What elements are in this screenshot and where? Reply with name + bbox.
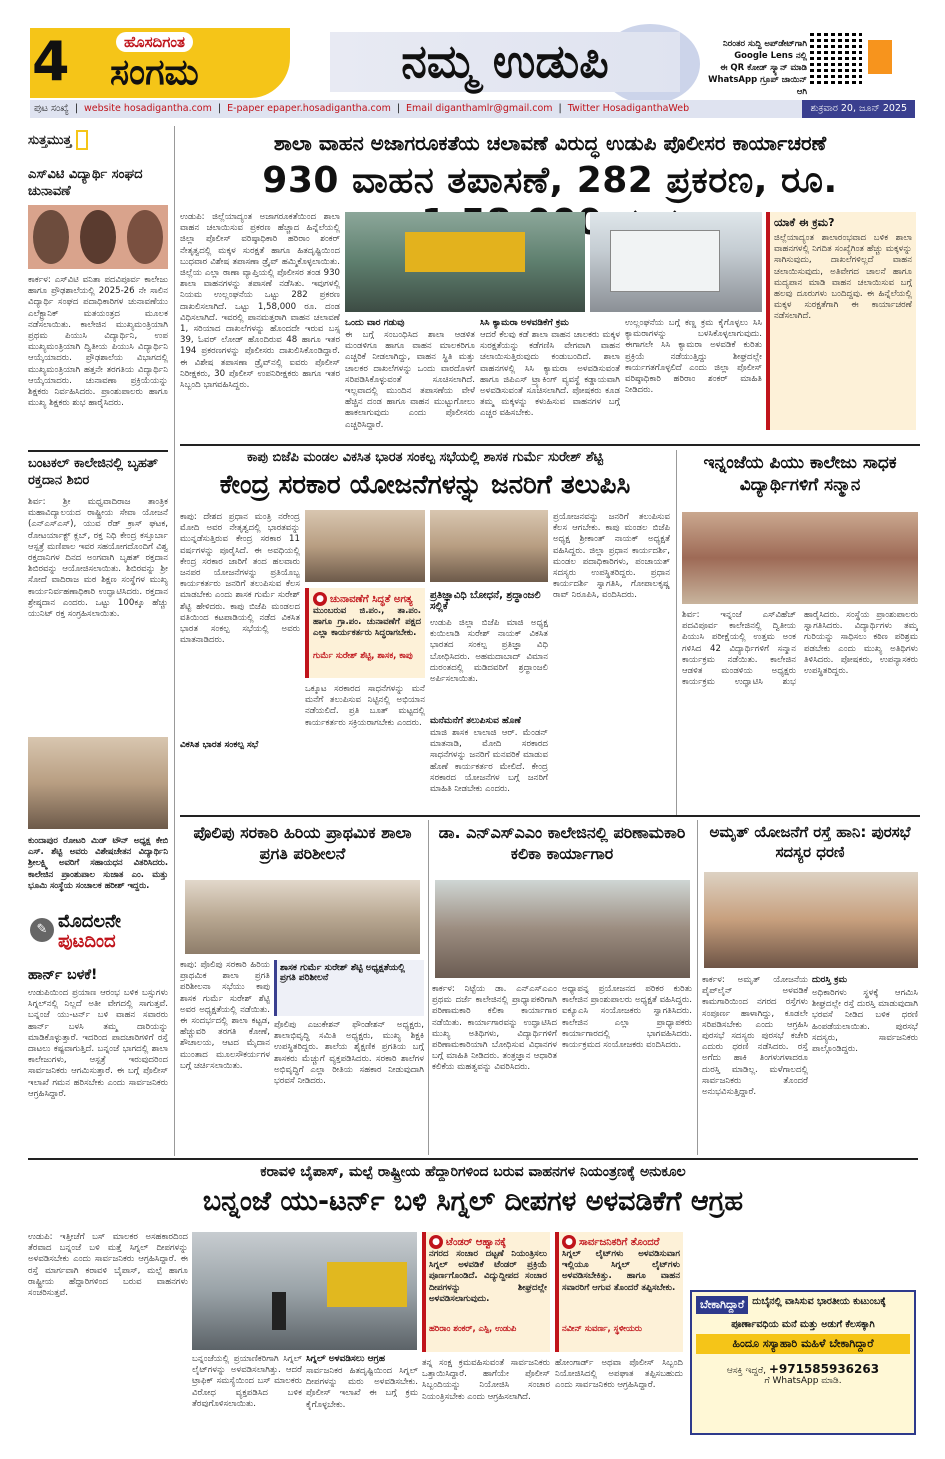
amrut-headline: ಅಮೃತ್ ಯೋಜನೆಗೆ ರಸ್ತೆ ಹಾನಿ: ಪುರಸಭೆ ಸದಸ್ಯರ ಧರಣಿ	[709, 823, 911, 861]
polipu-headline: ಪೊಲಿಪು ಸರಕಾರಿ ಹಿರಿಯ ಪ್ರಾಥಮಿಕ ಶಾಲಾ ಪ್ರಗತಿ ಪರಿಶೀಲನೆ	[193, 823, 412, 863]
lead-body: ಆದರೆ ಕೆಲವು ಕಡೆ ಶಾಲಾ ವಾಹನ ಚಾಲಕರು ಮಕ್ಕಳ ಸುರಕ್ಷತೆಯನ್ನು ಕಡೆಗಣಿಸಿ ವೇಗವಾಗಿ ವಾಹನ ಚಲಾಯಿಸುತ್ತಿರುವುದು ಕಂಡುಬಂದಿದೆ. ಶಾಲಾ ವಾಹನಗಳಲ್ಲಿ ಸಿಸಿ ಕ್ಯಾಮರಾ ಅಳವಡಿಸುವಂತೆ ಹಾಗೂ ಜಿಪಿಎಸ್ ಟ್ರ್ಯಾಕಿಂಗ್ ವ್ಯವಸ್ಥೆ ಕಡ್ಡಾಯವಾಗಿ ಅಳವಡಿಸುವಂತೆ ಸೂಚಿಸಲಾಗಿದೆ. ಪೋಷಕರು ಕೂಡ ತಮ್ಮ ಮಕ್ಕಳನ್ನು ಕಳುಹಿಸುವ ವಾಹನಗಳ ಬಗ್ಗೆ ಎಚ್ಚರ ವಹಿಸಬೇಕು.	[480, 330, 620, 419]
pin-icon: ●	[313, 592, 327, 606]
section-name: ಸಂಗಮ	[110, 52, 199, 93]
box-title	[562, 1235, 680, 1249]
police-inspection-photo	[345, 212, 585, 312]
column-rule	[676, 450, 677, 815]
photo-caption: ಕುಂದಾಪುರ ರೋಟರಿ ಮಿಡ್ ಟೌನ್ ಅಧ್ಯಕ್ಷ ಕೇಬಿ ಎಸ್. ಶೆಟ್ಟಿ ಅವರು ವಿಶೇಷಚೇತನ ವಿದ್ಯಾರ್ಥಿನಿ ಶ್ರೀಲಕ್ಷ್ಮಿ ಅವರಿಗೆ ಸಹಾಯಧನ ವಿತರಿಸಿದರು. ಕಾಲೇಜಿನ ಪ್ರಾಂಶುಪಾಲ ಸುಜಾತ ಎಂ. ಮತ್ತು ಭೂಮಿ ಸಂಸ್ಥೆಯ ಸಂಚಾಲಕ ಹರೀಶ್ ಇದ್ದರು.	[28, 835, 168, 890]
student-figure	[33, 210, 69, 264]
oath-body: ಉಡುಪಿ ಜಿಲ್ಲಾ ಬಿಜೆಪಿ ಮಾಜಿ ಅಧ್ಯಕ್ಷ ಕುಯಿಲಾಡಿ ಸುರೇಶ್ ನಾಯಕ್ ವಿಕಸಿತ ಭಾರತದ ಸಂಕಲ್ಪ ಪ್ರತಿಜ್ಞಾ ವಿಧಿ ಬೋಧಿಸಿದರು. ಅಹಮದಾಬಾದ್ ವಿಮಾನ ದುರಂತದಲ್ಲಿ ಮಡಿದವರಿಗೆ ಶ್ರದ್ಧಾಂಜಲಿ ಅರ್ಪಿಸಲಾಯಿತು.	[430, 618, 548, 685]
bannanje-body: ಸಾರ್ವಜನಿಕರ ಹಿತದೃಷ್ಟಿಯಿಂದ ಸಿಗ್ನಲ್ ದೀಪಗಳನ್ನು ಮರು ಅಳವಡಿಸಬೇಕು. ಪೊಲೀಸ್ ಇಲಾಖೆ ಈ ಬಗ್ಗೆ ಕ್ರಮ ಕೈಗೊಳ್ಳಬೇಕು.	[306, 1366, 418, 1410]
kapu-body: ಕಾಪು: ದೇಶದ ಪ್ರಧಾನ ಮಂತ್ರಿ ನರೇಂದ್ರ ಮೋದಿ ಅವರ ನೇತೃತ್ವದಲ್ಲಿ ಭಾರತವನ್ನು ಮುನ್ನಡೆಸುತ್ತಿರುವ ಕೇಂದ್ರ ಸರಕಾರ 11 ವರ್ಷಗಳನ್ನು ಪೂರೈಸಿದೆ. ಈ ಅವಧಿಯಲ್ಲಿ ಕೇಂದ್ರ ಸರಕಾರ ಜಾರಿಗೆ ತಂದ ಹಲವಾರು ಜನಪರ ಯೋಜನೆಗಳನ್ನು ಪ್ರತಿಯೊಬ್ಬ ಕಾರ್ಯಕರ್ತರು ಜನರಿಗೆ ತಲುಪಿಸುವ ಕೆಲಸ ಮಾಡಬೇಕು ಎಂದು ಶಾಸಕ ಗುರ್ಮೆ ಸುರೇಶ್ ಶೆಟ್ಟಿ ಹೇಳಿದರು. ಕಾಪು ಬಿಜೆಪಿ ಮಂಡಲದ ವತಿಯಿಂದ ಕಟಪಾಡಿಯಲ್ಲಿ ನಡೆದ ವಿಕಸಿತ ಭಾರತ ಸಂಕಲ್ಪ ಸಭೆಯಲ್ಲಿ ಅವರು ಮಾತನಾಡಿದರು.	[180, 512, 300, 646]
qr-code-overlay	[810, 32, 862, 84]
lead-body: ಉಲ್ಲಂಘನೆಯ ಬಗ್ಗೆ ಕಣ್ಣ ಕ್ರಮ ಕೈಗೊಳ್ಳಲು ಸಿಸಿ ಕ್ಯಾಮರಾಗಳನ್ನು ಬಳಸಿಕೊಳ್ಳಲಾಗುವುದು. ಈಗಾಗಲೇ ಸಿಸಿ ಕ್ಯಾಮರಾ ಅಳವಡಿಕೆ ಕುರಿತು ಪ್ರಕ್ರಿಯೆ ನಡೆಯುತ್ತಿದ್ದು ಶೀಘ್ರದಲ್ಲೇ ಕಾರ್ಯಗತಗೊಳ್ಳಲಿದೆ ಎಂದು ಜಿಲ್ಲಾ ಪೊಲೀಸ್ ವರಿಷ್ಠಾಧಿಕಾರಿ ಹರಿರಾಂ ಶಂಕರ್ ಮಾಹಿತಿ ನೀಡಿದರು.	[625, 318, 762, 396]
tender-box	[422, 1232, 550, 1352]
amrut-body: ಕಾರ್ಕಳ: ಅಮೃತ್ ಯೋಜನೆಯ ಪೈಪ್‌ಲೈನ್ ಅಳವಡಿಕೆ ಕಾಮಗಾರಿಯಿಂದ ನಗರದ ರಸ್ತೆಗಳು ಸಂಪೂರ್ಣ ಹಾಳಾಗಿದ್ದು, ಕೂಡಲೇ ಸರಿಪಡಿಸಬೇಕು ಎಂದು ಆಗ್ರಹಿಸಿ ಪುರಸಭೆ ಸದಸ್ಯರು ಪುರಸಭೆ ಕಚೇರಿ ಎದುರು ಧರಣಿ ನಡೆಸಿದರು. ರಸ್ತೆ ಅಗೆದು ಹಾಕಿ ತಿಂಗಳುಗಳಾದರೂ ದುರಸ್ತಿ ಮಾಡಿಲ್ಲ. ಮಳೆಗಾಲದಲ್ಲಿ ಸಾರ್ವಜನಿಕರು ತೊಂದರೆ ಅನುಭವಿಸುತ್ತಿದ್ದಾರೆ.	[702, 975, 808, 1098]
protest-photo	[704, 872, 918, 968]
website-link[interactable]: website hosadigantha.com	[84, 103, 212, 114]
quote-title-text: ಚುನಾವಣೆಗೆ ಸಿದ್ಧತೆ ಅಗತ್ಯ	[330, 594, 413, 605]
divider	[28, 1158, 918, 1160]
lead-body: ಈ ಬಗ್ಗೆ ಸಂಬಂಧಿಸಿದ ಶಾಲಾ ಆಡಳಿತ ಮಂಡಳಿಗೂ ಹಾಗೂ ವಾಹನ ಮಾಲಕರಿಗೂ ಎಚ್ಚರಿಕೆ ನೀಡಲಾಗಿದ್ದು, ವಾಹನ ಸ್ಥಿತಿ ಮತ್ತು ಚಾಲಕರ ದಾಖಲೆಗಳನ್ನು ಒಂದು ವಾರದೊಳಗೆ ಸರಿಪಡಿಸಿಕೊಳ್ಳುವಂತೆ ಸೂಚಿಸಲಾಗಿದೆ. ಇಲ್ಲವಾದಲ್ಲಿ ಮುಂದಿನ ತಪಾಸಣೆಯ ವೇಳೆ ಹೆಚ್ಚಿನ ದಂಡ ಹಾಗೂ ವಾಹನ ಮುಟ್ಟುಗೋಲು ಹಾಕಲಾಗುವುದು ಎಂದು ಪೊಲೀಸರು ಎಚ್ಚರಿಸಿದ್ದಾರೆ.	[345, 330, 475, 430]
bannanje-subhead: ಸಿಗ್ನಲ್ ಅಳವಡಿಸಲು ಆಗ್ರಹ	[306, 1354, 386, 1364]
kitchen-title: ಮನೆಮನೆಗೆ ತಲುಪಿಸುವ ಹೊಣೆ	[430, 716, 521, 726]
divider	[180, 815, 920, 817]
box-body: ಸಿಗ್ನಲ್ ಲೈಟ್‌ಗಳು ಅಳವಡಿಸುವಾಗ ಇಲ್ಲಿಯೂ ಸಿಗ್ನಲ್ ಲೈಟ್‌ಗಳು ಅಳವಡಿಸಬೇಕಿತ್ತು. ಹಾಗೂ ವಾಹನ ಸವಾರರಿಗೆ ಆಗುವ ತೊಂದರೆ ತಪ್ಪಿಸಬೇಕು.	[562, 1249, 680, 1293]
ad-contact-prefix: ಆಸಕ್ತಿ ಇದ್ದರೆ,	[726, 1366, 766, 1376]
story-title: ಬಂಟಕಲ್ ಕಾಲೇಜಿನಲ್ಲಿ ಬೃಹತ್ ರಕ್ತದಾನ ಶಿಬಿರ	[28, 456, 158, 488]
school-meeting-photo	[185, 880, 420, 954]
bannanje-headline: ಬನ್ನಂಜೆ ಯು-ಟರ್ನ್ ಬಳಿ ಸಿಗ್ನಲ್ ದೀಪಗಳ ಅಳವಡಿಕೆಗೆ ಆಗ್ರಹ	[202, 1186, 744, 1217]
box-title-text: ಸಾರ್ವಜನಿಕರಿಗೆ ತೊಂದರೆ	[579, 1237, 660, 1248]
bannanje-body: ಉಡುಪಿ: ಇತ್ತೀಚೆಗೆ ಬಸ್ ಮಾಲಕರ ಅಸಹಕಾರದಿಂದ ತೆರವಾದ ಬನ್ನಂಜೆ ಬಳಿ ಮತ್ತೆ ಸಿಗ್ನಲ್ ದೀಪಗಳನ್ನು ಅಳವಡಿಸಬೇಕು ಎಂದು ಸಾರ್ವಜನಿಕರು ಆಗ್ರಹಿಸಿದ್ದಾರೆ. ಈ ರಸ್ತೆ ಮಾರ್ಗವಾಗಿ ಕರಾವಳಿ ಬೈಪಾಸ್, ಮಲ್ಪೆ ಹಾಗೂ ರಾಷ್ಟ್ರೀಯ ಹೆದ್ದಾರಿಗಳಿಂದ ಬರುವ ವಾಹನಗಳು ಸಂಚರಿಸುತ್ತವೆ.	[28, 1232, 188, 1299]
quote-author: ಗುರ್ಮೆ ಸುರೇಶ್ ಶೆಟ್ಟಿ, ಶಾಸಕ, ಕಾಪು	[313, 650, 413, 660]
workshop-photo	[435, 880, 690, 978]
polipu-body: ಪೊಲಿಪು ಎಜುಕೇಶನ್ ಫೌಂಡೇಶನ್ ಅಧ್ಯಕ್ಷರು, ಶಾಲಾಭಿವೃದ್ಧಿ ಸಮಿತಿ ಅಧ್ಯಕ್ಷರು, ಮುಖ್ಯ ಶಿಕ್ಷಕಿ ಉಪಸ್ಥಿತರಿದ್ದರು. ಶಾಲೆಯ ಶೈಕ್ಷಣಿಕ ಪ್ರಗತಿಯ ಬಗ್ಗೆ ಶಾಸಕರು ಮೆಚ್ಚುಗೆ ವ್ಯಕ್ತಪಡಿಸಿದರು. ಸರಕಾರಿ ಶಾಲೆಗಳ ಅಭಿವೃದ್ಧಿಗೆ ಎಲ್ಲಾ ರೀತಿಯ ಸಹಕಾರ ನೀಡುವುದಾಗಿ ಭರವಸೆ ನೀಡಿದರು.	[274, 1020, 424, 1087]
column-rule	[428, 820, 429, 1155]
classified-ad[interactable]	[690, 1290, 916, 1435]
qr-line: WhatsApp ಗ್ರೂಪ್ ಜಾಯಿನ್ ಆಗಿ	[708, 75, 807, 97]
qr-line: ಈ QR ಕೋಡ್ ಸ್ಕ್ಯಾನ್ ಮಾಡಿ	[720, 63, 807, 73]
story-title: ಹಾರ್ನ್ ಬಳಕೆ!	[28, 967, 98, 983]
van-shape	[610, 230, 720, 292]
epaper-link[interactable]: E-paper epaper.hosadigantha.com	[227, 103, 391, 114]
lead-headline: 930 ವಾಹನ ತಪಾಸಣೆ, 282 ಪ್ರಕರಣ, ರೂ.	[262, 160, 838, 201]
section-logo-text: ಸುತ್ತಮುತ್ತ	[28, 132, 72, 148]
nmam-body: ಅಧ್ಯಾಪನ್ನ ಪ್ರಯೋಜನದ ಪರಿಕರ ಕುರಿತು ಕಾಲೇಜಿನ ಪ್ರಾಂಶುಪಾಲರು ಅಧ್ಯಕ್ಷತೆ ವಹಿಸಿದ್ದರು. ಐಕ್ಯೂಎಸಿ ಸಂಯೋಜಕರು ಸ್ವಾಗತಿಸಿದರು. ಕಾಲೇಜಿನ ಎಲ್ಲಾ ಪ್ರಾಧ್ಯಾಪಕರು ಕಾರ್ಯಾಗಾರದಲ್ಲಿ ಭಾಗವಹಿಸಿದರು. ಕಾರ್ಯಕ್ರಮದ ಸಂಯೋಜಕರು ವಂದಿಸಿದರು.	[562, 984, 692, 1051]
school-bus-shape	[405, 232, 525, 272]
story-body: ಶಿರ್ವ: ಶ್ರೀ ಮಧ್ವವಾದಿರಾಜ ತಾಂತ್ರಿಕ ಮಹಾವಿದ್ಯಾಲಯದ ರಾಷ್ಟ್ರೀಯ ಸೇವಾ ಯೋಜನೆ (ಎನ್‌ಎಸ್‌ಎಸ್), ಯುವ ರೆಡ್ ಕ್ರಾಸ್ ಘಟಕ, ರೋಟರ್ಯಾಕ್ಟ್ ಕ್ಲಬ್, ರಕ್ತ ನಿಧಿ ಕೇಂದ್ರ ಕಸ್ತೂರ್ಬಾ ಆಸ್ಪತ್ರೆ ಮಣಿಪಾಲ ಇವರ ಸಹಯೋಗದೊಂದಿಗೆ ವಿಶ್ವ ರಕ್ತದಾನಿಗಳ ದಿನದ ಅಂಗವಾಗಿ ಬೃಹತ್ ರಕ್ತದಾನ ಶಿಬಿರವನ್ನು ಆಯೋಜಿಸಲಾಯಿತು. ಶಿಬಿರವನ್ನು ಶ್ರೀ ಸೋದೆ ವಾದಿರಾಜ ಮಠ ಶಿಕ್ಷಣ ಸಂಸ್ಥೆಗಳ ಮುಖ್ಯ ಕಾರ್ಯನಿರ್ವಹಣಾಧಿಕಾರಿ ಉದ್ಘಾಟಿಸಿದರು. ರಕ್ತದಾನ ಶ್ರೇಷ್ಠದಾನ ಎಂದರು. ಒಟ್ಟು 100ಕ್ಕೂ ಹೆಚ್ಚು ಯುನಿಟ್ ರಕ್ತ ಸಂಗ್ರಹಿಸಲಾಯಿತು.	[28, 497, 168, 620]
divider	[180, 444, 920, 446]
nmam-headline: ಡಾ. ಎನ್‌ಎಸ್‌ಎಎಂ ಕಾಲೇಜಿನಲ್ಲಿ ಪರಿಣಾಮಕಾರಿ ಕಲಿಕಾ ಕಾರ್ಯಾಗಾರ	[438, 823, 686, 863]
amrut-body: ಅಧಿಕಾರಿಗಳು ಸ್ಥಳಕ್ಕೆ ಆಗಮಿಸಿ ಶೀಘ್ರದಲ್ಲೇ ರಸ್ತೆ ದುರಸ್ತಿ ಮಾಡುವುದಾಗಿ ಭರವಸೆ ನೀಡಿದ ಬಳಿಕ ಧರಣಿ ಹಿಂಪಡೆಯಲಾಯಿತು. ಪುರಸಭೆ ಸದಸ್ಯರು, ಸಾರ್ವಜನಿಕರು ಪಾಲ್ಗೊಂಡಿದ್ದರು.	[812, 988, 918, 1055]
qr-line: Google Lens ನಲ್ಲಿ	[734, 51, 807, 61]
ad-line: ದುಬೈನಲ್ಲಿ ವಾಸಿಸುವ ಭಾರತೀಯ ಕುಟುಂಬಕ್ಕೆ	[752, 1296, 886, 1307]
pencil-icon: ✎	[30, 918, 54, 942]
bannanje-body: ಬನ್ನಂಜೆಯಲ್ಲಿ ಪ್ರಯಾಣಿಕರಿಗಾಗಿ ಸಿಗ್ನಲ್ ಲೈಟ್‌ಗಳನ್ನು ಅಳವಡಿಸಲಾಗಿತ್ತು. ಆದರೆ ಟ್ರಾಫಿಕ್ ಸಮಸ್ಯೆಯಿಂದ ಬಸ್ ಮಾಲಕರು ವಿರೋಧ ವ್ಯಕ್ತಪಡಿಸಿದ ಬಳಿಕ ತೆರವುಗೊಳಿಸಲಾಯಿತು.	[192, 1354, 302, 1409]
students-photo	[28, 205, 168, 269]
bannanje-body: ಹೋಂಗಾರ್ಡ್ ಅಥವಾ ಪೊಲೀಸ್ ಸಿಬ್ಬಂದಿ ನಿಯೋಜಿಸಿದಲ್ಲಿ ಅಪಘಾತ ತಪ್ಪಿಸಬಹುದು ಎಂದು ಸಾರ್ವಜನಿಕರು ಆಗ್ರಹಿಸಿದ್ದಾರೆ.	[555, 1358, 683, 1391]
divider	[28, 450, 168, 452]
ad-phone[interactable]: +971585936263	[768, 1362, 880, 1376]
box-title	[429, 1235, 547, 1249]
van-inspection-photo	[590, 212, 762, 312]
box-author: ನವೀನ್ ಸುವರ್ಣ, ಸ್ಥಳೀಯರು	[562, 1323, 642, 1333]
ad-header	[696, 1296, 910, 1314]
story-body: ಕಾರ್ಕಳ: ಎಸ್‌ವಿಟಿ ವನಿತಾ ಪದವಿಪೂರ್ವ ಕಾಲೇಜು ಹಾಗೂ ಪ್ರೌಢಶಾಲೆಯಲ್ಲಿ 2025-26 ನೇ ಸಾಲಿನ ವಿದ್ಯಾರ್ಥಿ ಸಂಘದ ಪದಾಧಿಕಾರಿಗಳ ಚುನಾವಣೆಯು ಎಲೆಕ್ಟ್ರಾನಿಕ್ ಮತಯಂತ್ರದ ಮೂಲಕ ನಡೆಸಲಾಯಿತು. ಕಾಲೇಜಿನ ಮುಖ್ಯಮಂತ್ರಿಯಾಗಿ ಪ್ರಥಮ ಪಿಯುಸಿ ವಿದ್ಯಾರ್ಥಿನಿ, ಉಪ ಮುಖ್ಯಮಂತ್ರಿಯಾಗಿ ದ್ವಿತೀಯ ಪಿಯುಸಿ ವಿದ್ಯಾರ್ಥಿನಿ ಆಯ್ಕೆಯಾದರು. ಪ್ರೌಢಶಾಲೆಯ ವಿಭಾಗದಲ್ಲಿ ಮುಖ್ಯಮಂತ್ರಿಯಾಗಿ ಹತ್ತನೇ ತರಗತಿಯ ವಿದ್ಯಾರ್ಥಿನಿ ಆಯ್ಕೆಯಾದರು. ಚುನಾವಣಾ ಪ್ರಕ್ರಿಯೆಯನ್ನು ಶಿಕ್ಷಕರು ನಿರ್ವಹಿಸಿದರು. ಪ್ರಾಂಶುಪಾಲರು ಹಾಗೂ ಮುಖ್ಯ ಶಿಕ್ಷಕರು ಶುಭ ಹಾರೈಸಿದರು.	[28, 275, 168, 409]
kapu-body: ಮಾಜಿ ಶಾಸಕ ಲಾಲಾಜಿ ಆರ್. ಮೆಂಡನ್ ಮಾತನಾಡಿ, ಮೋದಿ ಸರಕಾರದ ಸಾಧನೆಗಳನ್ನು ಜನರಿಗೆ ಮನವರಿಕೆ ಮಾಡುವ ಹೊಣೆ ಕಾರ್ಯಕರ್ತರ ಮೇಲಿದೆ. ಕೇಂದ್ರ ಸರಕಾರದ ಯೋಜನೆಗಳ ಬಗ್ಗೆ ಜನರಿಗೆ ಮಾಹಿತಿ ನೀಡಬೇಕು ಎಂದರು.	[430, 728, 548, 795]
oath-title: ಪ್ರತಿಜ್ಞಾವಿಧಿ ಬೋಧನೆ, ಶ್ರದ್ಧಾಂಜಲಿ ಸಲ್ಲಿಕೆ	[430, 590, 541, 612]
polipu-box: ಶಾಸಕ ಗುರ್ಮೆ ಸುರೇಶ್ ಶೆಟ್ಟಿ ಅಧ್ಯಕ್ಷತೆಯಲ್ಲಿ ಪ್ರಗತಿ ಪರಿಶೀಲನೆ	[274, 960, 424, 1016]
brand-name: ಹೊಸದಿಗಂತ	[116, 32, 193, 52]
student-figure	[80, 210, 116, 264]
pin-icon: ●	[562, 1235, 576, 1249]
info-bar: ಪುಟ ಸಂಖ್ಯೆ | website hosadigantha.com | E-paper epaper.hosadigantha.com | Email diganthamlr@gmail.com | Twitter HosadiganthaWeb ಶುಕ್ರವಾರ 20, ಜೂನ್ 2025	[30, 100, 915, 118]
donation-photo	[28, 737, 168, 829]
quote-title	[313, 592, 421, 606]
why-box-title: ಯಾಕೆ ಈ ಕ್ರಮ?	[774, 216, 835, 229]
lead-kicker: ಶಾಲಾ ವಾಹನ ಅಜಾಗರೂಕತೆಯ ಚಲಾವಣೆ ವಿರುದ್ಧ ಉಡುಪಿ ಪೊಲೀಸರ ಕಾರ್ಯಾಚರಣೆ	[273, 131, 827, 155]
stage-photo	[305, 510, 425, 582]
quote-box	[305, 588, 425, 678]
info-pages: ಪುಟ ಸಂಖ್ಯೆ	[34, 103, 69, 114]
kapu-body: ಒಕ್ಕೂಟ ಸರಕಾರದ ಸಾಧನೆಗಳನ್ನು ಮನೆ ಮನೆಗೆ ತಲುಪಿಸುವ ನಿಟ್ಟಿನಲ್ಲಿ ಅಭಿಯಾನ ನಡೆಯಲಿದೆ. ಪ್ರತಿ ಬೂತ್ ಮಟ್ಟದಲ್ಲಿ ಕಾರ್ಯಕರ್ತರು ಸಕ್ರಿಯರಾಗಬೇಕು ಎಂದರು.	[305, 684, 425, 728]
why-box	[766, 212, 916, 430]
bannanje-kicker: ಕರಾವಳಿ ಬೈಪಾಸ್, ಮಲ್ಪೆ ರಾಷ್ಟ್ರೀಯ ಹೆದ್ದಾರಿಗಳಿಂದ ಬರುವ ವಾಹನಗಳ ನಿಯಂತ್ರಣಕ್ಕೆ ಅನುಕೂಲ	[260, 1164, 686, 1180]
qr-line: ನಿರಂತರ ಸುದ್ದಿ ಅಪ್‌ಡೇಟ್‌ಗಾಗಿ	[723, 39, 807, 49]
page-title: ನಮ್ಮ ಉಡುಪಿ	[330, 32, 680, 92]
issue-date: ಶುಕ್ರವಾರ 20, ಜೂನ್ 2025	[802, 100, 915, 118]
column-rule	[174, 126, 175, 1156]
ad-contact	[696, 1362, 910, 1376]
kapu-kicker: ಕಾಪು ಬಿಜೆಪಿ ಮಂಡಲ ವಿಕಸಿತ ಭಾರತ ಸಂಕಲ್ಪ ಸಭೆಯಲ್ಲಿ ಶಾಸಕ ಗುರ್ಮೆ ಸುರೇಶ್ ಶೆಟ್ಟಿ	[246, 450, 604, 465]
page-number: 4	[32, 30, 70, 93]
quote-body: ಮುಂಬರುವ ಜಿ.ಪಂ., ತಾ.ಪಂ. ಹಾಗೂ ಗ್ರಾ.ಪಂ. ಚುನಾವಣೆಗೆ ಪಕ್ಷದ ಎಲ್ಲಾ ಕಾರ್ಯಕರ್ತರು ಸಿದ್ಧರಾಗಬೇಕು.	[313, 606, 421, 639]
box-title-text: ಟೆಂಡರ್ ಆಹ್ವಾನಕ್ಕೆ	[446, 1237, 507, 1248]
complaint-box	[555, 1232, 683, 1352]
bus-shape	[327, 1262, 407, 1307]
lead-body: ಉಡುಪಿ: ಜಿಲ್ಲೆಯಾದ್ಯಂತ ಅಜಾಗರೂಕತೆಯಿಂದ ಶಾಲಾ ವಾಹನ ಚಲಾಯಿಸುವ ಪ್ರಕರಣ ಹೆಚ್ಚಾದ ಹಿನ್ನೆಲೆಯಲ್ಲಿ ಜಿಲ್ಲಾ ಪೊಲೀಸ್ ವರಿಷ್ಠಾಧಿಕಾರಿ ಹರಿರಾಂ ಶಂಕರ್ ನೇತೃತ್ವದಲ್ಲಿ ಮಕ್ಕಳ ಸುರಕ್ಷತೆ ಹಾಗೂ ಹಿತದೃಷ್ಟಿಯಿಂದ ಬುಧವಾರ ವಿಶೇಷ ತಪಾಸಣಾ ಡ್ರೈವ್ ಹಮ್ಮಿಕೊಳ್ಳಲಾಯಿತು. ಜಿಲ್ಲೆಯ ಎಲ್ಲಾ ಠಾಣಾ ವ್ಯಾಪ್ತಿಯಲ್ಲಿ ಪೊಲೀಸರ ತಂಡ 930 ಶಾಲಾ ವಾಹನಗಳನ್ನು ತಪಾಸಣೆ ನಡೆಸಿತು. ಇವುಗಳಲ್ಲಿ ನಿಯಮ ಉಲ್ಲಂಘನೆಯ ಒಟ್ಟು 282 ಪ್ರಕರಣ ದಾಖಲಿಸಲಾಗಿದೆ. ಒಟ್ಟು 1,58,000 ರೂ. ದಂಡ ವಿಧಿಸಲಾಗಿದೆ. ಇವರಲ್ಲಿ ಪಾನಮತ್ತರಾಗಿ ವಾಹನ ಚಲಾವಣೆ 1, ಸರಿಯಾದ ದಾಖಲೆಗಳನ್ನು ಹೊಂದದೇ ಇರುವ ಬಸ್ಸ 39, ಓವರ್ ಲೋಡ್ ಹೊಂದಿರುವ 48 ಹಾಗೂ ಇತರ 194 ಪ್ರಕರಣಗಳನ್ನು ಪೊಲೀಸರು ದಾಖಲಿಸಿಕೊಂಡಿದ್ದಾರೆ. ಈ ವಿಶೇಷ ತಪಾಸಣಾ ಡ್ರೈವ್‌ನಲ್ಲಿ ಐವರು ಪೊಲೀಸ್ ನಿರೀಕ್ಷಕರು, 30 ಪೊಲೀಸ್ ಉಪನಿರೀಕ್ಷಕರು ಹಾಗೂ ಇತರ ಸಿಬ್ಬಂದಿ ಭಾಗವಹಿಸಿದ್ದರು.	[180, 212, 340, 391]
amrut-subhead: ದುರಸ್ತಿ ಕ್ರಮ	[812, 975, 848, 985]
kapu-headline: ಕೇಂದ್ರ ಸರಕಾರ ಯೋಜನೆಗಳನ್ನು ಜನರಿಗೆ ತಲುಪಿಸಿ	[219, 470, 631, 500]
ad-tag: ಬೇಕಾಗಿದ್ದಾರೆ	[696, 1296, 748, 1314]
qr-instructions	[695, 38, 807, 98]
story-title: ಎಸ್‌ವಿಟಿ ವಿದ್ಯಾರ್ಥಿ ಸಂಘದ ಚುನಾವಣೆ	[28, 167, 143, 199]
students-group-photo	[682, 512, 918, 604]
box-author: ಹರಿರಾಂ ಶಂಕರ್, ಎಸ್ಪಿ, ಉಡುಪಿ	[429, 1323, 517, 1333]
innanje-headline: ಇನ್ನಂಜೆಯ ಪಿಯು ಕಾಲೇಜು ಸಾಧಕ ವಿದ್ಯಾರ್ಥಿಗಳಿಗೆ ಸನ್ಮಾನ	[703, 453, 897, 495]
first-page-label-1: ಮೊದಲನೇ	[58, 911, 121, 932]
bannanje-body: ತನ್ನ ಸಂಕ್ಷ ಕ್ರಮವಹಿಸುವಂತೆ ಸಾರ್ವಜನಿಕರು ಒತ್ತಾಯಿಸಿದ್ದಾರೆ. ಹಾಗೆಯೇ ಪೊಲೀಸ್ ಸಿಬ್ಬಂದಿಯನ್ನು ನಿಯೋಜಿಸಿ ಸಂಚಾರ ನಿಯಂತ್ರಿಸಬೇಕು ಎಂದು ಆಗ್ರಹಿಸಲಾಗಿದೆ.	[422, 1358, 550, 1402]
kapu-subhead: ವಿಕಸಿತ ಭಾರತ ಸಂಕಲ್ಪ ಸಭೆ	[180, 740, 259, 750]
first-page-label-2: ಪುಟದಿಂದ	[58, 931, 116, 952]
rainy-road-photo	[192, 1232, 417, 1350]
lead-subhead: ಸಿಸಿ ಕ್ಯಾಮರಾ ಅಳವಡಿಕೆಗೆ ಕ್ರಮ	[480, 318, 569, 328]
kapu-body: ಪ್ರಯೋಜನವನ್ನು ಜನರಿಗೆ ತಲುಪಿಸುವ ಕೆಲಸ ಆಗಬೇಕು. ಕಾಪು ಮಂಡಲ ಬಿಜೆಪಿ ಅಧ್ಯಕ್ಷ ಶ್ರೀಕಾಂತ್ ನಾಯಕ್ ಅಧ್ಯಕ್ಷತೆ ವಹಿಸಿದ್ದರು. ಜಿಲ್ಲಾ ಪ್ರಧಾನ ಕಾರ್ಯದರ್ಶಿ, ಮಂಡಲ ಪದಾಧಿಕಾರಿಗಳು, ಪಂಚಾಯತ್ ಸದಸ್ಯರು ಉಪಸ್ಥಿತರಿದ್ದರು. ಪ್ರಧಾನ ಕಾರ್ಯದರ್ಶಿ ಸ್ವಾಗತಿಸಿ, ಗೋಪಾಲಕೃಷ್ಣ ರಾವ್ ನಿರೂಪಿಸಿ, ವಂದಿಸಿದರು.	[553, 512, 670, 601]
student-figure	[127, 210, 163, 264]
rider-shape	[272, 1292, 286, 1330]
pin-icon: ●	[429, 1235, 443, 1249]
story-body: ಉಡುಪಿಯಿಂದ ಪ್ರಯಾಣ ಆರಂಭ ಬಳಿಕ ಬಸ್ಸುಗಳು ಸಿಗ್ನಲ್‌ನಲ್ಲಿ ನಿಲ್ಲದೆ ಅತೀ ವೇಗದಲ್ಲಿ ಸಾಗುತ್ತವೆ. ಬನ್ನಂಜೆ ಯು-ಟರ್ನ್ ಬಳಿ ವಾಹನ ಸವಾರರು ಹಾರ್ನ್ ಬಳಸಿ ತಮ್ಮ ದಾರಿಯನ್ನು ಮಾಡಿಕೊಳ್ಳುತ್ತಾರೆ. ಇದರಿಂದ ಪಾದಚಾರಿಗಳಿಗೆ ರಸ್ತೆ ದಾಟಲು ಕಷ್ಟವಾಗುತ್ತಿದೆ. ಬನ್ನಂಜೆ ಭಾಗದಲ್ಲಿ ಶಾಲಾ ಕಾಲೇಜುಗಳು, ಆಸ್ಪತ್ರೆ ಇರುವುದರಿಂದ ಸಾರ್ವಜನಿಕರು ಆಗಮಿಸುತ್ತಾರೆ. ಈ ಬಗ್ಗೆ ಪೊಲೀಸ್ ಇಲಾಖೆ ಗಮನ ಹರಿಸಬೇಕು ಎಂದು ಸಾರ್ವಜನಿಕರು ಆಗ್ರಹಿಸಿದ್ದಾರೆ.	[28, 988, 168, 1099]
ad-line: ಹಿಂದೂ ಸಸ್ಯಾಹಾರಿ ಮಹಿಳೆ ಬೇಕಾಗಿದ್ದಾರೆ	[696, 1334, 910, 1354]
box-body: ನಗರದ ಸಂಚಾರ ದಟ್ಟಣೆ ನಿಯಂತ್ರಿಸಲು ಸಿಗ್ನಲ್ ಅಳವಡಿಕೆ ಟೆಂಡರ್ ಪ್ರಕ್ರಿಯೆ ಪೂರ್ಣಗೊಂಡಿದೆ. ವಿದ್ಯುದ್ದೀಪದ ಸಂಚಾರ ದೀಪಗಳನ್ನು ಶೀಘ್ರದಲ್ಲೇ ಅಳವಡಿಸಲಾಗುವುದು.	[429, 1249, 547, 1304]
email-link[interactable]: Email diganthamlr@gmail.com	[406, 103, 553, 114]
column-rule	[697, 820, 698, 1155]
first-page-label	[58, 912, 168, 952]
innanje-body: ಶಿರ್ವ: ಇನ್ನಂಜೆ ಎಸ್‌ವಿಹೆಚ್ ಪದವಿಪೂರ್ವ ಕಾಲೇಜಿನಲ್ಲಿ ದ್ವಿತೀಯ ಪಿಯುಸಿ ಪರೀಕ್ಷೆಯಲ್ಲಿ ಉತ್ತಮ ಅಂಕ ಗಳಿಸಿದ 42 ವಿದ್ಯಾರ್ಥಿಗಳಿಗೆ ಸನ್ಮಾನ ಕಾರ್ಯಕ್ರಮ ನಡೆಯಿತು. ಕಾಲೇಜಿನ ಆಡಳಿತ ಮಂಡಳಿಯ ಅಧ್ಯಕ್ಷರು ಕಾರ್ಯಕ್ರಮ ಉದ್ಘಾಟಿಸಿ ಶುಭ ಹಾರೈಸಿದರು. ಸಂಸ್ಥೆಯ ಪ್ರಾಂಶುಪಾಲರು ಸ್ವಾಗತಿಸಿದರು. ವಿದ್ಯಾರ್ಥಿಗಳು ತಮ್ಮ ಗುರಿಯನ್ನು ಸಾಧಿಸಲು ಕಠಿಣ ಪರಿಶ್ರಮ ಪಡಬೇಕು ಎಂದು ಮುಖ್ಯ ಅತಿಥಿಗಳು ತಿಳಿಸಿದರು. ಪೋಷಕರು, ಉಪನ್ಯಾಸಕರು ಉಪಸ್ಥಿತರಿದ್ದರು.	[682, 610, 918, 688]
suttamutta-logo	[28, 126, 168, 154]
nmam-body: ಕಾರ್ಕಳ: ನಿಟ್ಟೆಯ ಡಾ. ಎನ್‌ಎಸ್‌ಎಎಂ ಪ್ರಥಮ ದರ್ಜೆ ಕಾಲೇಜಿನಲ್ಲಿ ಪ್ರಾಧ್ಯಾಪಕರಿಗಾಗಿ ಪರಿಣಾಮಕಾರಿ ಕಲಿಕಾ ಕಾರ್ಯಾಗಾರ ನಡೆಯಿತು. ಕಾರ್ಯಾಗಾರವನ್ನು ಉದ್ಘಾಟಿಸಿದ ಮುಖ್ಯ ಅತಿಥಿಗಳು, ವಿದ್ಯಾರ್ಥಿಗಳಿಗೆ ಪರಿಣಾಮಕಾರಿಯಾಗಿ ಬೋಧಿಸುವ ವಿಧಾನಗಳ ಬಗ್ಗೆ ಮಾಹಿತಿ ನೀಡಿದರು. ತಂತ್ರಜ್ಞಾನ ಆಧಾರಿತ ಕಲಿಕೆಯ ಮಹತ್ವವನ್ನು ವಿವರಿಸಿದರು.	[432, 984, 557, 1073]
decorative-square	[868, 40, 892, 74]
ad-contact-suffix: ಗೆ WhatsApp ಮಾಡಿ.	[764, 1376, 842, 1386]
lead-subhead: ಒಂದು ವಾರ ಗಡುವು	[345, 318, 405, 328]
audience-photo	[430, 510, 548, 582]
ad-line: ಪೂರ್ಣಾವಧಿಯ ಮನೆ ಮತ್ತು ಅಡುಗೆ ಕೆಲಸಕ್ಕಾಗಿ	[731, 1319, 875, 1330]
twitter-link[interactable]: Twitter HosadiganthaWeb	[567, 103, 690, 114]
why-box-body: ಜಿಲ್ಲೆಯಾದ್ಯಂತ ಶಾಲಾರಂಭವಾದ ಬಳಿಕ ಶಾಲಾ ವಾಹನಗಳಲ್ಲಿ ನಿಗದಿತ ಸಂಖ್ಯೆಗಿಂತ ಹೆಚ್ಚು ಮಕ್ಕಳನ್ನು ಸಾಗಿಸುವುದು, ದಾಖಲೆಗಳಿಲ್ಲದೆ ವಾಹನ ಚಲಾಯಿಸುವುದು, ಅತಿವೇಗದ ಚಾಲನೆ ಹಾಗೂ ಮದ್ಯಪಾನ ಮಾಡಿ ವಾಹನ ಚಲಾಯಿಸುವ ಬಗ್ಗೆ ಹಲವು ದೂರುಗಳು ಬಂದಿದ್ದವು. ಈ ಹಿನ್ನೆಲೆಯಲ್ಲಿ ಮಕ್ಕಳ ಸುರಕ್ಷತೆಗಾಗಿ ಈ ಕಾರ್ಯಾಚರಣೆ ನಡೆಸಲಾಗಿದೆ.	[774, 233, 912, 322]
polipu-body: ಕಾಪು: ಪೊಲಿಪು ಸರಕಾರಿ ಹಿರಿಯ ಪ್ರಾಥಮಿಕ ಶಾಲಾ ಪ್ರಗತಿ ಪರಿಶೀಲನಾ ಸಭೆಯು ಕಾಪು ಶಾಸಕ ಗುರ್ಮೆ ಸುರೇಶ್ ಶೆಟ್ಟಿ ಅವರ ಅಧ್ಯಕ್ಷತೆಯಲ್ಲಿ ನಡೆಯಿತು. ಈ ಸಂದರ್ಭದಲ್ಲಿ ಶಾಲಾ ಕಟ್ಟಡ, ಹೆಚ್ಚುವರಿ ತರಗತಿ ಕೋಣೆ, ಶೌಚಾಲಯ, ಆಟದ ಮೈದಾನ ಮುಂತಾದ ಮೂಲಸೌಕರ್ಯಗಳ ಬಗ್ಗೆ ಚರ್ಚಿಸಲಾಯಿತು.	[180, 960, 270, 1071]
door-icon	[76, 130, 88, 150]
